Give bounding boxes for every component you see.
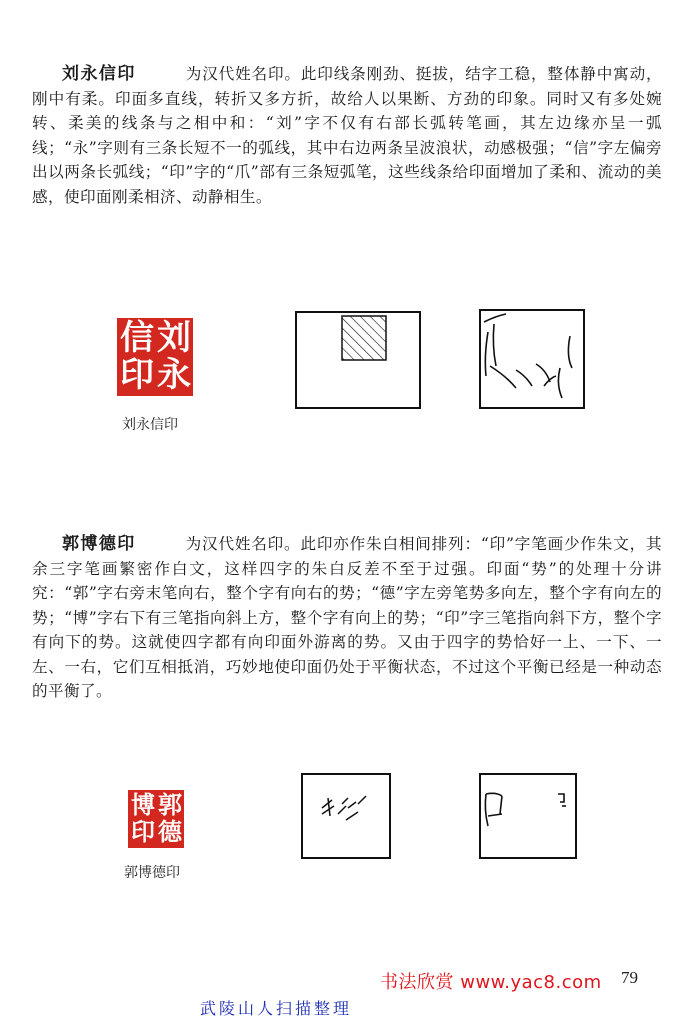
section2-title: 郭博德印 [62, 534, 136, 554]
stroke-analysis-diagram-2b [476, 770, 580, 862]
seal-glyph: 博 [131, 790, 155, 819]
page-number: 79 [621, 968, 638, 987]
seal-glyph: 印 [120, 355, 154, 395]
seal-caption-2: 郭博德印 [124, 865, 180, 881]
stroke-analysis-diagram-2a [298, 770, 394, 862]
seal-liu-yong-xin-yin [117, 318, 193, 396]
hatched-block [342, 316, 386, 360]
seal-glyph: 信 [120, 318, 154, 358]
seal-glyph: 郭 [158, 790, 182, 819]
section2-body: 为汉代姓名印。此印亦作朱白相间排列：“印”字笔画少作朱文，其余三字笔画繁密作白文，这样四字的朱白反差不至于过强。印面“势”的处理十分讲究：“郭”字右旁末笔向右，整个字有向右的势；“德”字左旁笔势多向左，整个字有向左的势；“博”字右下有三笔指向斜上方，整个字有向上的势；“印”字三笔指向斜下方，整个字有向下的势。这就使四字都有向印面外游离的势。又由于四字的势恰好一上、一下、一左、一右，它们互相抵消，巧妙地使印面仍处于平衡状态，不过这个平衡已经是一种动态的平衡了。 [32, 535, 663, 700]
section1-paragraph [32, 62, 662, 209]
stroke-analysis-diagram-1a [292, 308, 424, 412]
seal-glyph: 印 [131, 817, 155, 846]
section1-body: 为汉代姓名印。此印线条刚劲、挺拔，结字工稳，整体静中寓动，刚中有柔。印面多直线，转折又多方折，故给人以果断、方劲的印象。同时又有多处婉转、柔美的线条与之相中和：“刘”字不仅有右部长弧转笔画，其左边缘亦呈一弧线；“永”字则有三条长短不一的弧线，其中右边两条呈波浪状，动感极强；“信”字左偏旁出以两条长弧线；“印”字的“爪”部有三条短弧笔，这些线条给印面增加了柔和、流动的美感，使印面刚柔相济、动静相生。 [32, 65, 663, 206]
stroke-analysis-diagram-1b [476, 306, 588, 412]
seal-frame [480, 774, 576, 858]
seal-guo-bo-de-yin [128, 790, 184, 848]
seal-glyph: 刘 [157, 318, 191, 358]
seal-caption-1: 刘永信印 [122, 417, 178, 433]
site-watermark: 书法欣赏 www.yac8.com [380, 972, 602, 993]
seal-glyph: 德 [158, 817, 182, 846]
section2-paragraph [32, 532, 662, 704]
section1-title: 刘永信印 [62, 64, 136, 84]
seal-glyph: 永 [157, 355, 191, 395]
scanner-credit: 武陵山人扫描整理 [200, 999, 353, 1018]
seal-frame [302, 774, 390, 858]
